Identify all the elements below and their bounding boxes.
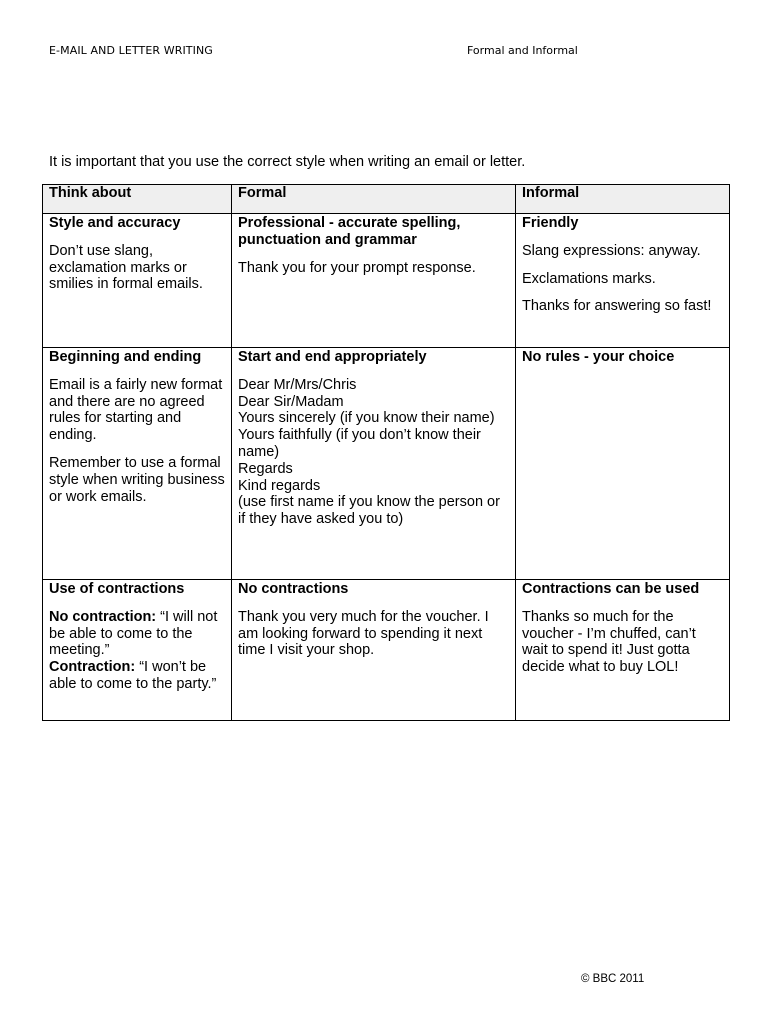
think-about-cell bbox=[43, 580, 232, 721]
table-header-row bbox=[43, 185, 730, 214]
list-item: Dear Sir/Madam bbox=[238, 393, 344, 410]
list-item: Regards bbox=[238, 460, 293, 477]
list-item: Yours sincerely (if you know their name) bbox=[238, 410, 495, 427]
row-title: Professional - accurate spelling, punctuation and grammar bbox=[238, 215, 461, 248]
contraction-example: “I won’t be able to come to the party.” bbox=[49, 659, 217, 692]
formal-cell bbox=[232, 214, 516, 348]
formal-greetings-list bbox=[238, 377, 509, 528]
no-contraction-example: “I will not be able to come to the meeting.” bbox=[49, 608, 218, 659]
informal-cell bbox=[516, 348, 730, 580]
think-about-cell bbox=[43, 214, 232, 348]
formal-cell bbox=[232, 348, 516, 580]
cell-text: Thank you very much for the voucher. I am looking forward to spending it next time I visit your shop. bbox=[238, 608, 489, 659]
copyright-footer: © BBC 2011 bbox=[581, 973, 645, 985]
list-item: Kind regards bbox=[238, 477, 321, 494]
list-item: (use first name if you know the person or if they have asked you to) bbox=[238, 494, 500, 528]
cell-text: Don’t use slang, exclamation marks or smilies in formal emails. bbox=[49, 242, 203, 293]
comparison-table bbox=[42, 184, 730, 721]
row-title: Beginning and ending bbox=[49, 349, 202, 365]
column-header-informal: Informal bbox=[516, 185, 730, 214]
no-contraction-label: No contraction: bbox=[49, 608, 157, 625]
cell-text: Thanks for answering so fast! bbox=[522, 298, 712, 315]
cell-text: Email is a fairly new format and there are no agreed rules for starting and ending. bbox=[49, 376, 223, 444]
table-row bbox=[43, 580, 730, 721]
informal-cell bbox=[516, 580, 730, 721]
contraction-examples bbox=[49, 609, 225, 693]
informal-cell bbox=[516, 214, 730, 348]
cell-text: Slang expressions: anyway. bbox=[522, 242, 701, 259]
cell-text: Thanks so much for the voucher - I’m chuffed, can’t wait to spend it! Just gotta decide what to buy LOL! bbox=[522, 608, 696, 676]
row-title: Start and end appropriately bbox=[238, 349, 427, 365]
think-about-cell bbox=[43, 348, 232, 580]
table-row bbox=[43, 214, 730, 348]
document-header-right: Formal and Informal bbox=[467, 44, 578, 57]
intro-text: It is important that you use the correct style when writing an email or letter. bbox=[49, 154, 526, 170]
row-title: Contractions can be used bbox=[522, 581, 700, 597]
row-title: Friendly bbox=[522, 215, 579, 231]
formal-cell bbox=[232, 580, 516, 721]
document-header-left: E-MAIL AND LETTER WRITING bbox=[49, 44, 213, 57]
list-item: Yours faithfully (if you don’t know their name) bbox=[238, 427, 481, 460]
contraction-label: Contraction: bbox=[49, 659, 136, 676]
cell-text: Remember to use a formal style when writing business or work emails. bbox=[49, 454, 225, 505]
table-row bbox=[43, 348, 730, 580]
column-header-think-about: Think about bbox=[43, 185, 232, 214]
row-title: Use of contractions bbox=[49, 581, 185, 597]
list-item: Dear Mr/Mrs/Chris bbox=[238, 376, 357, 393]
cell-text: Exclamations marks. bbox=[522, 270, 656, 287]
column-header-formal: Formal bbox=[232, 185, 516, 214]
row-title: No rules - your choice bbox=[522, 349, 675, 365]
cell-text: Thank you for your prompt response. bbox=[238, 259, 476, 276]
row-title: No contractions bbox=[238, 581, 349, 597]
row-title: Style and accuracy bbox=[49, 215, 181, 231]
